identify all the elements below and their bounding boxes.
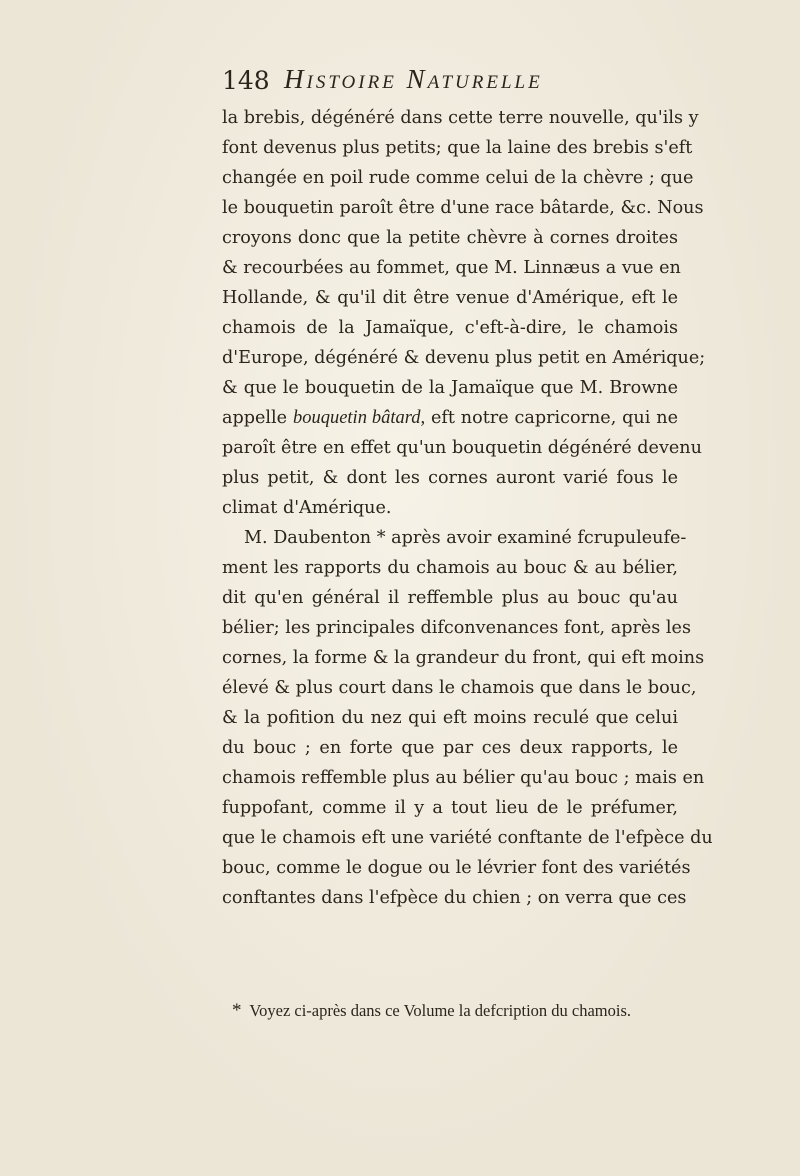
text-line: & que le bouquetin de la Jamaïque que M. Browne [222,378,678,398]
text-line: plus petit, & dont les cornes auront varié fous le [222,468,678,488]
text-line: chamois de la Jamaïque, c'eft-à-dire, le chamois [222,318,678,338]
text-line-with-italic [222,403,678,433]
text-segment: appelle [222,408,293,428]
text-line: chamois reffemble plus au bélier qu'au bouc ; mais en [222,768,705,788]
text-line: élevé & plus court dans le chamois que dans le bouc, [222,678,697,698]
text-segment: eft notre capricorne, qui ne [425,408,678,428]
text-line: la brebis, dégénéré dans cette terre nouvelle, qu'ils y [222,108,699,128]
body-text [222,103,713,913]
italic-term: bouquetin bâtard, [292,408,426,428]
text-line: croyons donc que la petite chèvre à cornes droites [222,228,678,248]
text-line: changée en poil rude comme celui de la chèvre ; que [222,168,694,188]
text-line: que le chamois eft une variété conftante de l'efpèce du [222,828,713,848]
text-line: & recourbées au fommet, que M. Linnæus a vue en [222,258,681,278]
page-number: 148 [222,66,270,95]
text-line: & la pofition du nez qui eft moins reculé que celui [222,708,678,728]
text-line: bélier; les principales difconvenances font, après les [222,618,691,638]
text-line: climat d'Amérique. [222,498,392,518]
text-line: ment les rapports du chamois au bouc & au bélier, [222,558,678,578]
text-line: fuppofant, comme il y a tout lieu de le préfumer, [222,798,678,818]
running-title: Histoire Naturelle [284,64,543,94]
footnote-marker: * [232,1000,242,1021]
text-line: Hollande, & qu'il dit être venue d'Amérique, eft le [222,288,678,308]
text-line: font devenus plus petits; que la laine des brebis s'eft [222,138,693,158]
footnote [232,1000,692,1022]
footnote-text: Voyez ci-après dans ce Volume la defcription du chamois. [249,1001,632,1020]
text-line: du bouc ; en forte que par ces deux rapports, le [222,738,678,758]
text-line: M. Daubenton * après avoir examiné fcrupuleufe- [244,528,687,548]
text-line: d'Europe, dégénéré & devenu plus petit en Amérique; [222,348,706,368]
page-header [222,66,662,106]
text-line: paroît être en effet qu'un bouquetin dégénéré devenu [222,438,702,458]
text-line: cornes, la forme & la grandeur du front, qui eft moins [222,648,705,668]
text-line: bouc, comme le dogue ou le lévrier font des variétés [222,858,691,878]
text-line: le bouquetin paroît être d'une race bâtarde, &c. Nous [222,198,704,218]
text-line: dit qu'en général il reffemble plus au bouc qu'au [222,588,678,608]
text-line: conftantes dans l'efpèce du chien ; on verra que ces [222,888,687,908]
